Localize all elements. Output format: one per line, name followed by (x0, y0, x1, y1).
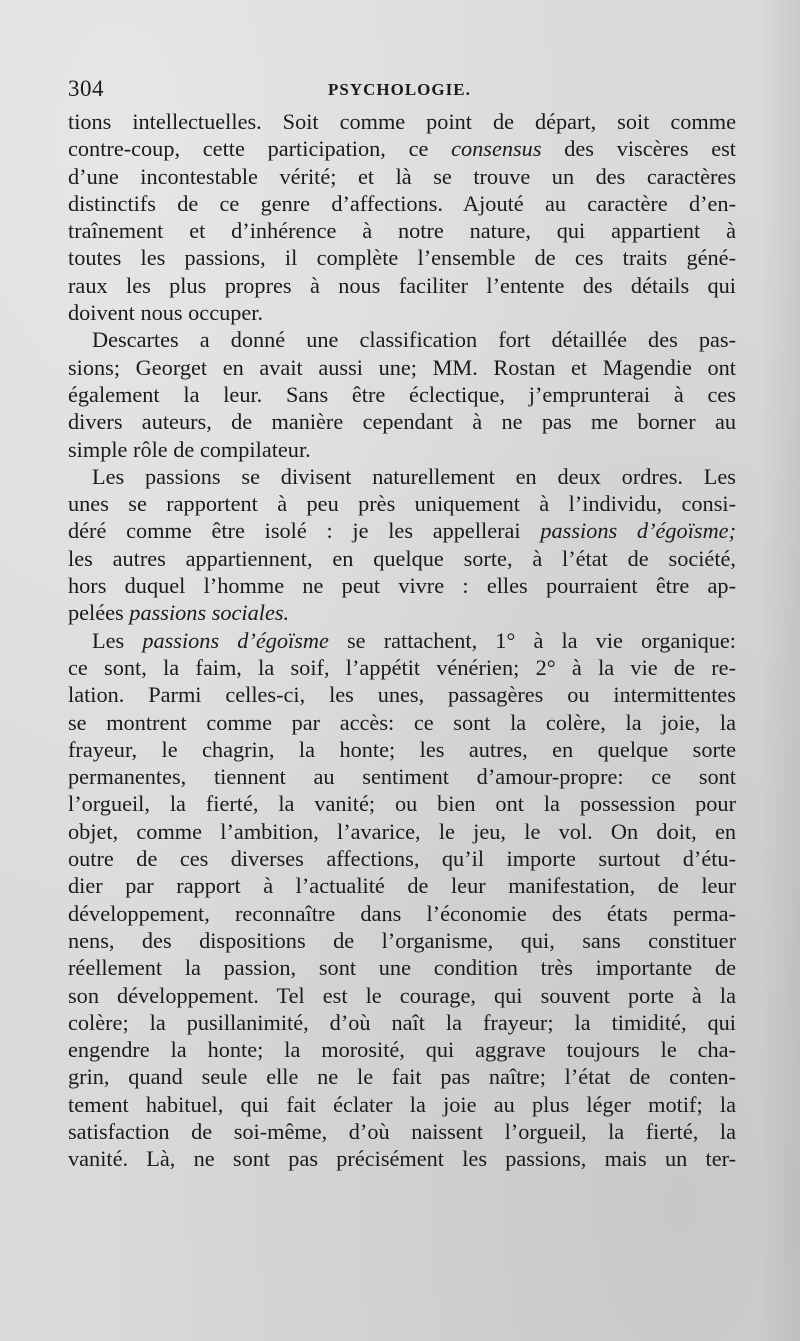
text-line: vanité. Là, ne sont pas précisément les passions, mais un ter- (68, 1146, 736, 1172)
running-title: PSYCHOLOGIE. (328, 80, 471, 99)
text-line: les autres appartiennent, en quelque sorte, à l’état de société, (68, 545, 736, 571)
running-head (68, 72, 736, 108)
italic-phrase: passions d’égoïsme; (540, 518, 736, 544)
text-line: doivent nous occuper. (68, 300, 264, 326)
text-line: Les passions se divisent naturellement en deux ordres. Les (92, 463, 736, 489)
text-line: unes se rapportent à peu près uniquement à l’individu, consi- (68, 491, 736, 517)
text-line: toutes les passions, il complète l’ensemble de ces traits géné- (68, 245, 736, 271)
text-line: son développement. Tel est le courage, qui souvent porte à la (68, 982, 736, 1008)
text-line: contre-coup, cette participation, ce consensus des viscères est (68, 136, 736, 162)
italic-phrase: consensus (451, 136, 542, 162)
text-line: engendre la honte; la morosité, qui aggrave toujours le cha- (68, 1037, 736, 1063)
text-line: se montrent comme par accès: ce sont la colère, la joie, la (68, 709, 736, 735)
italic-phrase: passions d’égoïsme (142, 627, 329, 653)
text-line: Descartes a donné une classification fort détaillée des pas- (92, 327, 736, 353)
text-line: également la leur. Sans être éclectique, j’emprunterai à ces (68, 381, 736, 407)
page-number: 304 (68, 76, 104, 101)
text-line: raux les plus propres à nous faciliter l’entente des détails qui (68, 272, 736, 298)
text-line: tement habituel, qui fait éclater la joie au plus léger motif; la (68, 1091, 736, 1117)
text-line: d’une incontestable vérité; et là se trouve un des caractères (68, 163, 736, 189)
text-line: divers auteurs, de manière cependant à ne pas me borner au (68, 409, 736, 435)
text-line: outre de ces diverses affections, qu’il importe surtout d’étu- (68, 846, 736, 872)
text-line: objet, comme l’ambition, l’avarice, le jeu, le vol. On doit, en (68, 818, 736, 844)
italic-phrase: passions sociales. (129, 600, 290, 626)
text-line: tions intellectuelles. Soit comme point de départ, soit comme (68, 109, 736, 134)
text-line: lation. Parmi celles-ci, les unes, passagères ou intermittentes (68, 682, 736, 708)
text-line: frayeur, le chagrin, la honte; les autres, en quelque sorte (68, 736, 736, 762)
text-line: grin, quand seule elle ne le fait pas naître; l’état de conten- (68, 1064, 736, 1090)
page-edge-shadow (760, 0, 800, 1341)
text-line: hors duquel l’homme ne peut vivre : elles pourraient être ap- (68, 573, 736, 599)
text-line: déré comme être isolé : je les appellerai passions d’égoïsme; (68, 518, 736, 544)
text-line: sions; Georget en avait aussi une; MM. Rostan et Magendie ont (68, 354, 736, 380)
text-line: satisfaction de soi-même, d’où naissent l’orgueil, la fierté, la (68, 1118, 736, 1144)
book-page (68, 72, 736, 1173)
text-line: nens, des dispositions de l’organisme, qui, sans constituer (68, 927, 736, 953)
text-line: pelées passions sociales. (68, 600, 290, 626)
body-text (68, 108, 736, 1173)
text-line: dier par rapport à l’actualité de leur manifestation, de leur (68, 873, 736, 899)
text-line: développement, reconnaître dans l’économie des états perma- (68, 900, 736, 926)
text-line: traînement et d’inhérence à notre nature, qui appartient à (68, 218, 736, 244)
text-line: l’orgueil, la fierté, la vanité; ou bien ont la possession pour (68, 791, 736, 817)
text-line: simple rôle de compilateur. (68, 436, 311, 462)
text-line: Les passions d’égoïsme se rattachent, 1° à la vie organique: (92, 627, 736, 653)
text-line: permanentes, tiennent au sentiment d’amour-propre: ce sont (68, 764, 736, 790)
text-line: ce sont, la faim, la soif, l’appétit vénérien; 2° à la vie de re- (68, 654, 736, 680)
text-line: distinctifs de ce genre d’affections. Ajouté au caractère d’en- (68, 190, 736, 216)
text-line: colère; la pusillanimité, d’où naît la frayeur; la timidité, qui (68, 1009, 736, 1035)
text-line: réellement la passion, sont une condition très importante de (68, 955, 736, 981)
